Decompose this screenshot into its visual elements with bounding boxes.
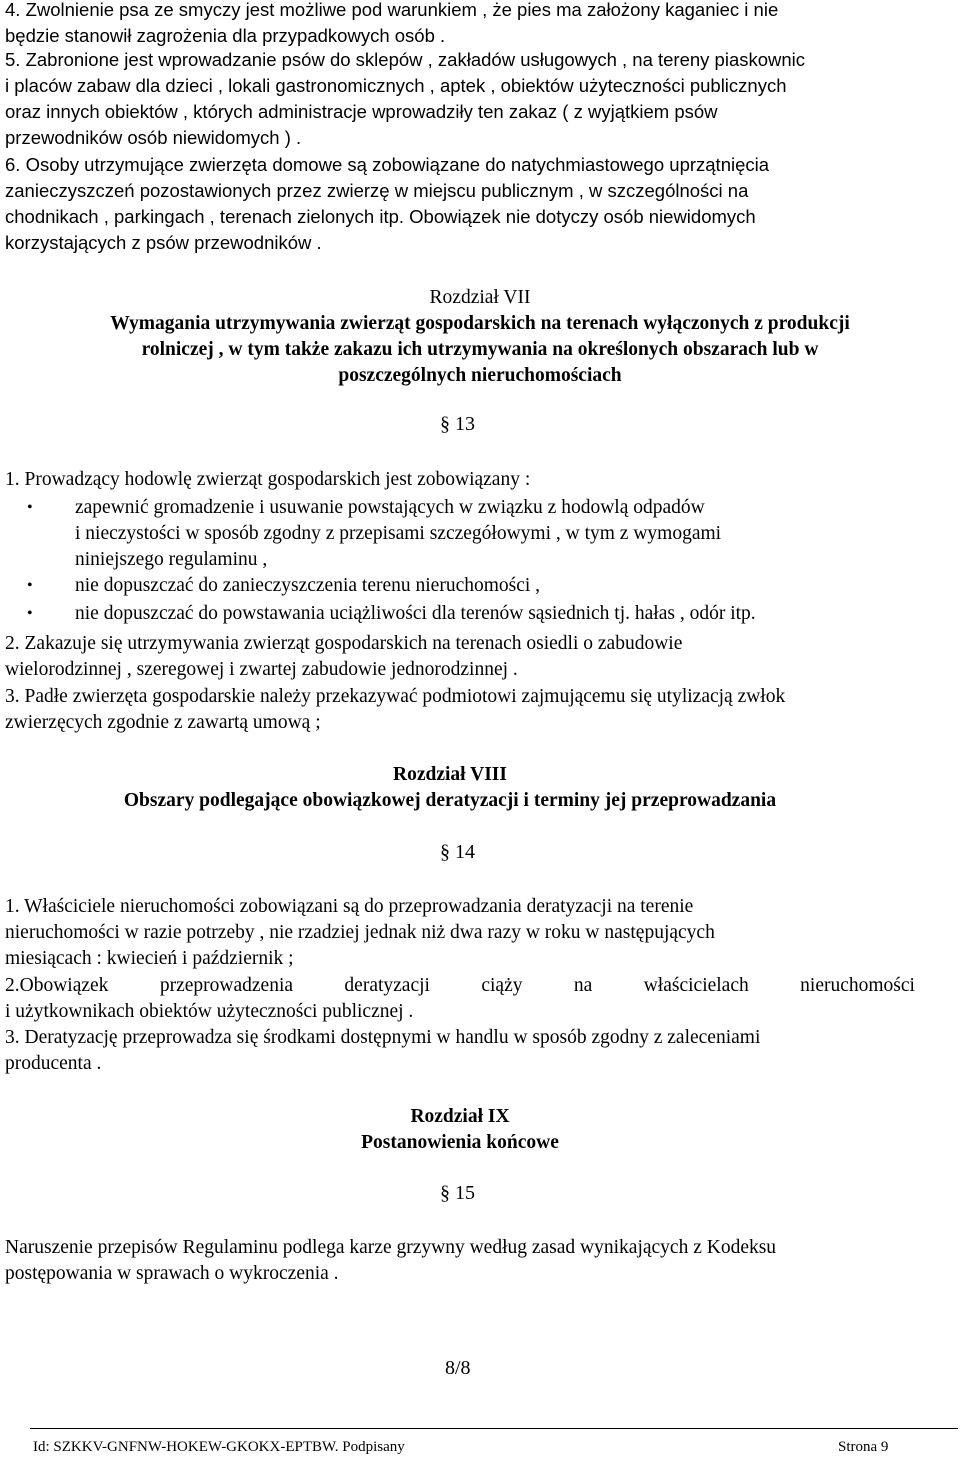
word: ciąży: [481, 975, 523, 996]
section-13-mark: § 13: [440, 413, 475, 435]
ch8-paragraph-3: [5, 1025, 955, 1077]
text-line: zanieczyszczeń pozostawionych przez zwierzę w miejscu publicznym , w szczególności na: [5, 180, 749, 201]
text-line: 1. Prowadzący hodowlę zwierząt gospodarskich jest zobowiązany :: [5, 469, 531, 490]
list-item-continuation: i nieczystości w sposób zgodny z przepisami szczegółowymi , w tym z wymogami: [75, 523, 722, 544]
list-item: zapewnić gromadzenie i usuwanie powstających w związku z hodowlą odpadów: [75, 497, 705, 518]
list-item: nie dopuszczać do zanieczyszczenia terenu nieruchomości ,: [75, 575, 541, 596]
text-line: i placów zabaw dla dzieci , lokali gastronomicznych , aptek , obiektów użyteczności publicznych: [5, 75, 787, 96]
text-line: 3. Deratyzację przeprowadza się środkami dostępnymi w handlu w sposób zgodny z zaleceniami: [5, 1027, 761, 1048]
chapter-subtitle-line: Wymagania utrzymywania zwierząt gospodarskich na terenach wyłączonych z produkcji: [110, 313, 850, 334]
text-line: 6. Osoby utrzymujące zwierzęta domowe są zobowiązane do natychmiastowego uprzątnięcia: [5, 154, 770, 175]
list-item: nie dopuszczać do powstawania uciążliwości dla terenów sąsiednich tj. hałas , odór itp.: [75, 603, 756, 624]
footer-divider: [30, 1428, 958, 1429]
ch9-paragraph-1: [5, 1235, 955, 1287]
ch7-paragraph-1: [5, 467, 955, 493]
text-line: oraz innych obiektów , których administracje wprowadziły ten zakaz ( z wyjątkiem psów: [5, 101, 718, 122]
word: właścicielach: [643, 975, 749, 996]
paragraph-5: [5, 47, 955, 151]
text-line: będzie stanowił zagrożenia dla przypadkowych osób .: [5, 25, 446, 46]
ch8-paragraph-1: [5, 894, 955, 972]
bullet-dot-icon: •: [27, 605, 33, 622]
chapter-subtitle-line: rolniczej , w tym także zakazu ich utrzymywania na określonych obszarach lub w: [141, 339, 819, 360]
text-line: chodnikach , parkingach , terenach zielonych itp. Obowiązek nie dotyczy osób niewidomych: [5, 206, 756, 227]
section-15-mark: § 15: [440, 1182, 475, 1204]
paragraph-4: [5, 0, 955, 49]
justified-text-line: [5, 973, 915, 999]
chapter-title: Rozdział VIII: [393, 764, 507, 785]
text-line: zwierzęcych zgodnie z zawartą umową ;: [5, 712, 321, 733]
bullet-dot-icon: •: [27, 499, 33, 516]
word: przeprowadzenia: [159, 975, 294, 996]
paragraph-6: [5, 152, 955, 256]
section-14-mark: § 14: [440, 841, 475, 863]
text-line: 5. Zabronione jest wprowadzanie psów do sklepów , zakładów usługowych , na tereny piaskownic: [5, 49, 806, 70]
word: 2.Obowiązek: [5, 975, 109, 996]
text-line: producenta .: [5, 1053, 102, 1074]
text-line: 4. Zwolnienie psa ze smyczy jest możliwe pod warunkiem , że pies ma założony kaganiec i nie: [5, 0, 779, 20]
chapter-subtitle-line: Obszary podlegające obowiązkowej deratyzacji i terminy jej przeprowadzania: [123, 790, 777, 811]
chapter-7-heading: [0, 285, 960, 389]
chapter-subtitle-line: Postanowienia końcowe: [361, 1132, 559, 1153]
text-line: przewodników osób niewidomych ) .: [5, 127, 302, 148]
bullet-dot-icon: •: [27, 577, 33, 594]
chapter-title: Rozdział IX: [410, 1106, 510, 1127]
word: deratyzacji: [344, 975, 430, 996]
text-line: postępowania w sprawach o wykroczenia .: [5, 1263, 339, 1284]
page-number: 8/8: [445, 1357, 471, 1379]
chapter-9-heading: [0, 1104, 920, 1156]
text-line: 2. Zakazuje się utrzymywania zwierząt gospodarskich na terenach osiedli o zabudowie: [5, 633, 683, 654]
text-line: korzystających z psów przewodników .: [5, 232, 322, 253]
chapter-title: Rozdział VII: [429, 287, 531, 308]
text-line: nieruchomości w razie potrzeby , nie rzadziej jednak niż dwa razy w roku w następujących: [5, 922, 715, 943]
list-item-continuation: niniejszego regulaminu ,: [75, 549, 268, 570]
ch7-paragraph-3: [5, 684, 955, 736]
text-line: miesiącach : kwiecień i październik ;: [5, 948, 294, 969]
chapter-subtitle-line: poszczególnych nieruchomościach: [338, 365, 622, 386]
text-line: 3. Padłe zwierzęta gospodarskie należy przekazywać podmiotowi zajmującemu się utylizacją zwłok: [5, 686, 786, 707]
footer-page-label: Strona 9: [838, 1439, 889, 1455]
chapter-8-heading: [0, 762, 900, 814]
document-id: Id: SZKKV-GNFNW-HOKEW-GKOKX-EPTBW. Podpisany: [33, 1439, 405, 1455]
ch7-paragraph-2: [5, 631, 955, 683]
word: na: [573, 975, 593, 996]
text-line: i użytkownikach obiektów użyteczności publicznej .: [5, 1001, 414, 1022]
ch8-paragraph-2: [5, 973, 955, 1025]
word: nieruchomości: [800, 975, 915, 996]
text-line: Naruszenie przepisów Regulaminu podlega karze grzywny według zasad wynikających z Kodeksu: [5, 1237, 777, 1258]
text-line: 1. Właściciele nieruchomości zobowiązani są do przeprowadzania deratyzacji na terenie: [5, 896, 694, 917]
text-line: wielorodzinnej , szeregowej i zwartej zabudowie jednorodzinnej .: [5, 659, 518, 680]
